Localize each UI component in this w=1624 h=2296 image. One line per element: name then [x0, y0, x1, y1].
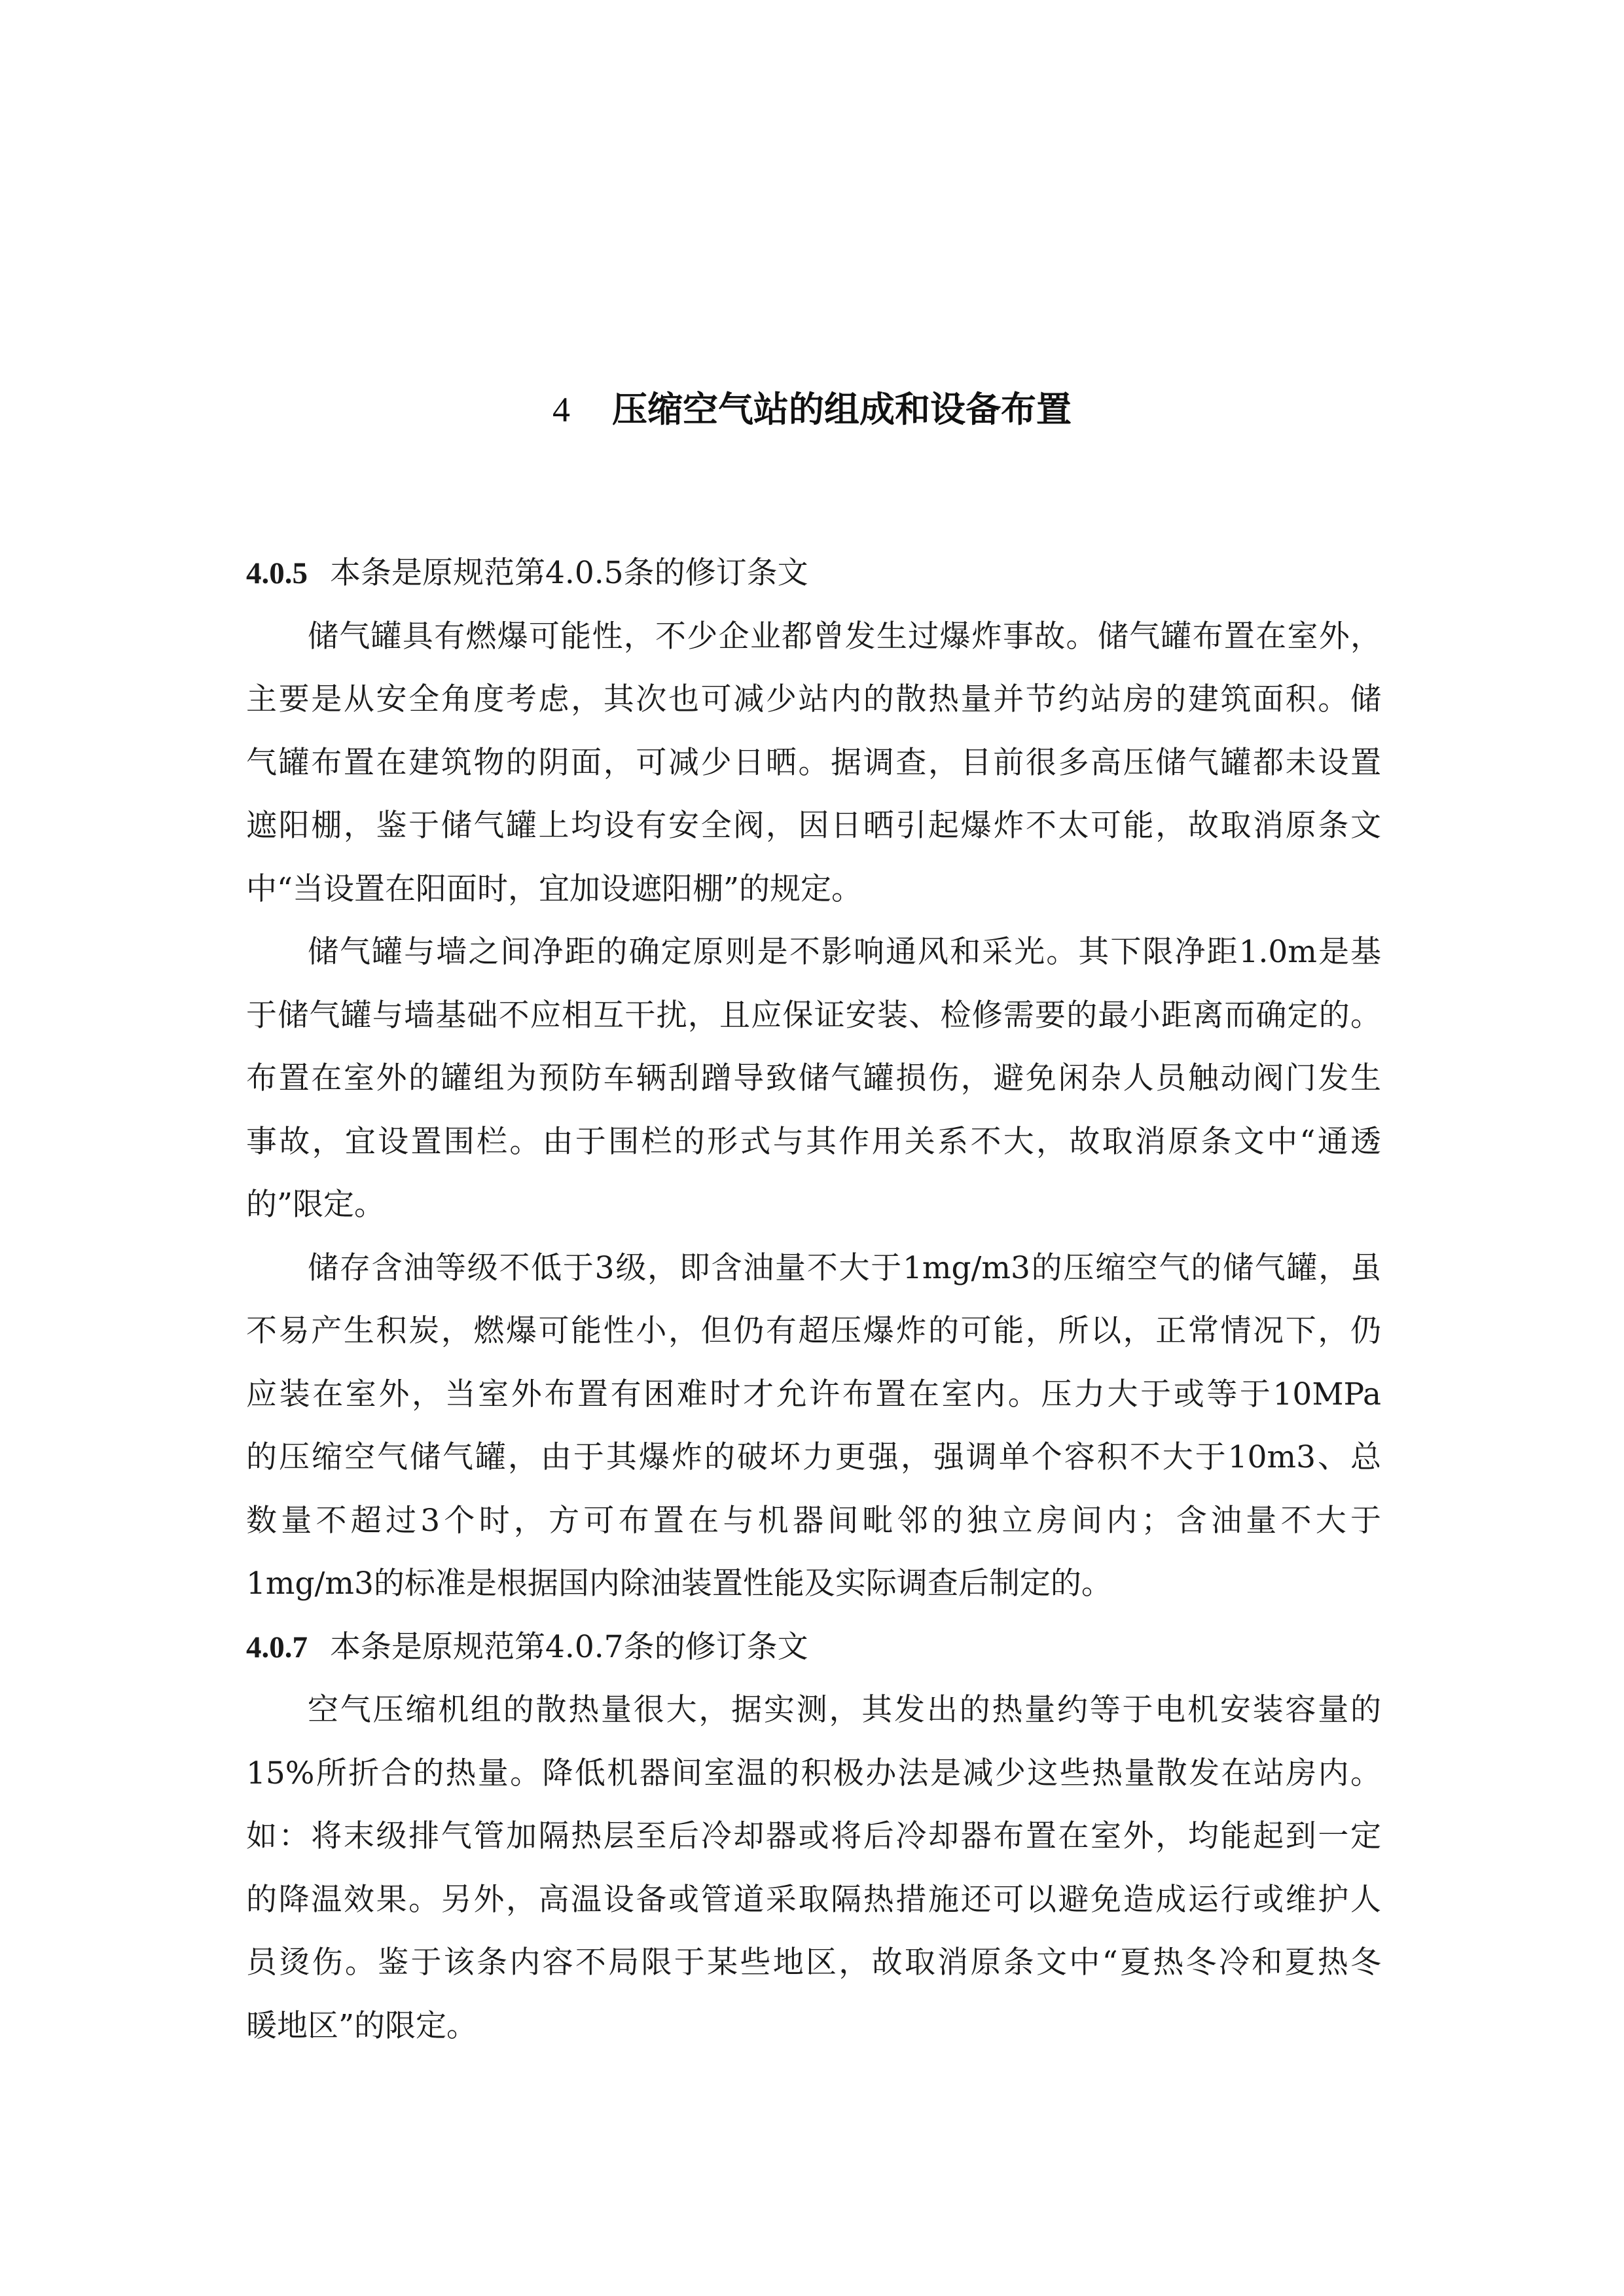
- clause-heading-text: 本条是原规范第4.0.5条的修订条文: [330, 555, 808, 591]
- text-line: 数量不超过3个时，方可布置在与机器间毗邻的独立房间内；含油量不大于: [246, 1502, 1381, 1539]
- text-line: 15%所折合的热量。降低机器间室温的积极办法是减少这些热量散发在站房内。: [246, 1755, 1381, 1791]
- text-line: 储气罐与墙之间净距的确定原则是不影响通风和采光。其下限净距1.0m是基: [308, 934, 1381, 970]
- text-line: 1mg/m3的标准是根据国内除油装置性能及实际调查后制定的。: [246, 1566, 1112, 1602]
- text-line: 储气罐具有燃爆可能性，不少企业都曾发生过爆炸事故。储气罐布置在室外，: [308, 618, 1381, 655]
- text-line: 主要是从安全角度考虑，其次也可减少站内的散热量并节约站房的建筑面积。储: [246, 681, 1381, 717]
- clause-heading-4-0-7: [246, 1616, 1381, 1679]
- text-line: 的压缩空气储气罐，由于其爆炸的破坏力更强，强调单个容积不大于10m3、总: [246, 1439, 1381, 1475]
- paragraph: [246, 1237, 1381, 1616]
- text-line: 暖地区”的限定。: [246, 2007, 478, 2044]
- text-line: 的降温效果。另外，高温设备或管道采取隔热措施还可以避免造成运行或维护人: [246, 1881, 1381, 1918]
- text-line: 空气压缩机组的散热量很大，据实测，其发出的热量约等于电机安装容量的: [308, 1692, 1381, 1728]
- clause-heading-text: 本条是原规范第4.0.7条的修订条文: [330, 1628, 808, 1665]
- text-line: 如：将末级排气管加隔热层至后冷却器或将后冷却器布置在室外，均能起到一定: [246, 1818, 1381, 1854]
- paragraph: [246, 1679, 1381, 2058]
- clause-heading-4-0-5: [246, 542, 1381, 605]
- body-text: [246, 542, 1381, 2058]
- paragraph: [246, 605, 1381, 922]
- text-line: 于储气罐与墙基础不应相互干扰，且应保证安装、检修需要的最小距离而确定的。: [246, 997, 1381, 1033]
- text-line: 员烫伤。鉴于该条内容不局限于某些地区，故取消原条文中“夏热冬冷和夏热冬: [246, 1945, 1381, 1981]
- text-line: 中“当设置在阳面时，宜加设遮阳棚”的规定。: [246, 870, 863, 907]
- text-line: 不易产生积炭，燃爆可能性小，但仍有超压爆炸的可能，所以，正常情况下，仍: [246, 1313, 1381, 1349]
- text-line: 气罐布置在建筑物的阴面，可减少日晒。据调查，目前很多高压储气罐都未设置: [246, 744, 1381, 781]
- paragraph: [246, 921, 1381, 1237]
- chapter-title-text: 压缩空气站的组成和设备布置: [612, 388, 1072, 430]
- text-line: 应装在室外，当室外布置有困难时才允许布置在室内。压力大于或等于10MPa: [246, 1376, 1381, 1412]
- text-line: 储存含油等级不低于3级，即含油量不大于1mg/m3的压缩空气的储气罐，虽: [308, 1249, 1381, 1286]
- clause-number: 4.0.5: [246, 556, 308, 590]
- text-line: 布置在室外的罐组为预防车辆刮蹭导致储气罐损伤，避免闲杂人员触动阀门发生: [246, 1060, 1381, 1096]
- clause-number: 4.0.7: [246, 1630, 308, 1664]
- text-line: 的”限定。: [246, 1187, 386, 1223]
- chapter-number: 4: [552, 390, 570, 429]
- chapter-title: [0, 383, 1624, 436]
- text-line: 遮阳棚，鉴于储气罐上均设有安全阀，因日晒引起爆炸不太可能，故取消原条文: [246, 808, 1381, 844]
- text-line: 事故，宜设置围栏。由于围栏的形式与其作用关系不大，故取消原条文中“通透: [246, 1123, 1381, 1160]
